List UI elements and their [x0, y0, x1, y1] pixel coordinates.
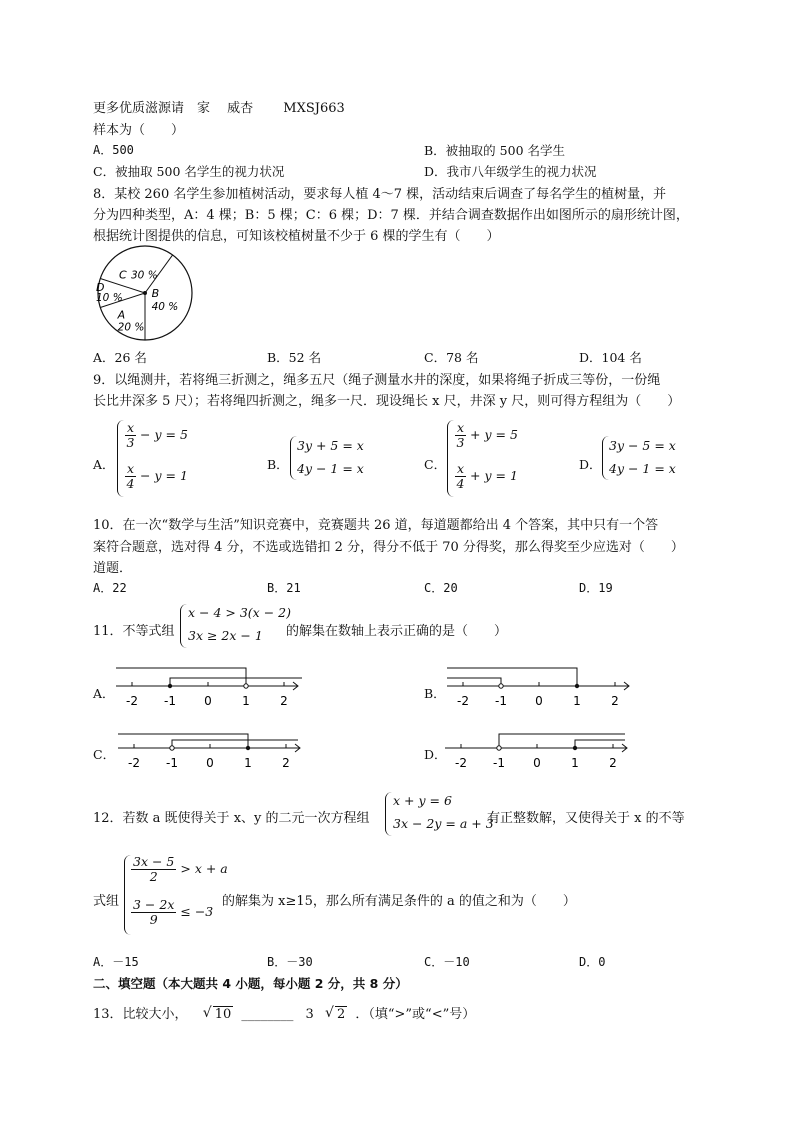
- q10-option-b: B．21: [267, 581, 301, 595]
- tick-label: -2: [128, 756, 140, 770]
- tick-label: 0: [206, 756, 214, 770]
- q11-suffix: 的解集在数轴上表示正确的是（ ）: [286, 624, 508, 639]
- q12-prefix: 12．若数 a 既使得关于 x、y 的二元一次方程组: [93, 811, 370, 826]
- q8-option-d: D．104 名: [579, 350, 642, 365]
- header-watermark: 更多优质滋源请 家 威杏 MXSJ663: [93, 101, 345, 116]
- tick-label: -1: [164, 694, 176, 708]
- q12-eq1: x + y = 6: [393, 793, 452, 808]
- q11-prefix: 11．不等式组: [93, 624, 175, 639]
- q10-option-a: A．22: [93, 581, 127, 595]
- number-line-c: [114, 724, 304, 774]
- pie-label-D: D: [96, 281, 105, 294]
- q11-label-b: B．: [424, 686, 446, 701]
- q12-ineq1: $\frac{3x - 5}{2}$ > x + a: [133, 854, 228, 884]
- tick-label: -2: [455, 756, 467, 770]
- q8-line-1: 8．某校 260 名学生参加植树活动，要求每人植 4～7 棵，活动结束后调查了每名学生的植树量，并: [93, 187, 667, 202]
- tick-label: 1: [571, 756, 579, 770]
- pie-chart: [93, 244, 197, 344]
- tick-label: 2: [609, 756, 617, 770]
- q9-label-d: D．: [579, 457, 602, 472]
- pie-label-C: C: [119, 268, 127, 282]
- q9-d-brace: [602, 436, 609, 480]
- q13-blank[interactable]: ________: [241, 1007, 294, 1022]
- q12-option-d: D．0: [579, 955, 606, 969]
- tick-label: 1: [244, 756, 252, 770]
- tick-label: -2: [457, 694, 469, 708]
- q10-option-c: C．20: [424, 581, 458, 595]
- q9-c-eq1: $\frac{x}{3}$ + y = 5: [456, 420, 518, 450]
- q9-line-1: 9．以绳测井，若将绳三折测之，绳多五尺（绳子测量水井的深度，如果将绳子折成三等份，一份绳: [93, 373, 661, 388]
- q11-eq2: 3x ≥ 2x − 1: [188, 628, 263, 643]
- q7-option-d: D．我市八年级学生的视力状况: [424, 164, 597, 179]
- q9-d-eq1: 3y − 5 = x: [609, 438, 676, 453]
- q12-line2-suffix: 的解集为 x≥15，那么所有满足条件的 a 的值之和为（ ）: [222, 894, 576, 909]
- tick-label: 0: [533, 756, 541, 770]
- tick-label: 0: [204, 694, 212, 708]
- pie-value-C: 30 %: [131, 269, 158, 282]
- pie-value-A: 20 %: [117, 321, 145, 334]
- tick-label: -1: [493, 756, 505, 770]
- q12-brace-2: [124, 855, 131, 935]
- tick-label: 1: [242, 694, 250, 708]
- pie-value-B: 40 %: [151, 300, 179, 313]
- tick-label: 2: [282, 756, 290, 770]
- q11-label-c: C．: [93, 747, 116, 762]
- q11-brace: [180, 604, 187, 648]
- tick-label: 2: [280, 694, 288, 708]
- q11-label-d: D．: [424, 747, 447, 762]
- tick-label: -1: [166, 756, 178, 770]
- q7-option-a: A．500: [93, 143, 134, 157]
- pie-value-D: 10 %: [96, 292, 123, 304]
- q10-line-2: 案符合题意，选对得 4 分，不选或选错扣 2 分，得分不低于 70 分得奖，那么得奖至少应选对（ ）: [93, 540, 684, 555]
- q12-suffix: 有正整数解，又使得关于 x 的不等: [487, 811, 685, 826]
- tick-label: 1: [573, 694, 581, 708]
- q12-option-a: A．－15: [93, 955, 139, 969]
- q8-option-b: B．52 名: [267, 350, 322, 365]
- tick-label: -2: [126, 694, 138, 708]
- pie-label-A: A: [117, 308, 126, 322]
- q9-d-eq2: 4y − 1 = x: [609, 461, 676, 476]
- q11-label-a: A．: [93, 686, 115, 701]
- q9-c-brace: [447, 420, 454, 497]
- q9-b-brace: [290, 436, 297, 480]
- q9-line-2: 长比井深多 5 尺）；若将绳四折测之，绳多一尺．现设绳长 x 尺，井深 y 尺，则可得方程组为（ ）: [93, 394, 681, 409]
- number-line-a: [112, 662, 302, 712]
- q12-line2-prefix: 式组: [93, 894, 120, 909]
- q9-a-eq1: $\frac{x}{3}$ − y = 5: [126, 420, 188, 450]
- q8-line-2: 分为四种类型，A：4 棵；B：5 棵；C：6 棵；D：7 棵．并结合调查数据作出如图所示的扇形统计图，: [93, 208, 689, 223]
- q12-eq2: 3x − 2y = a + 3: [393, 816, 494, 831]
- q10-line-1: 10．在一次“数学与生活”知识竞赛中，竞赛题共 26 道，每道题都给出 4 个答案，其中只有一个答: [93, 518, 659, 533]
- q9-label-a: A．: [93, 457, 115, 472]
- q9-b-eq2: 4y − 1 = x: [297, 461, 364, 476]
- q12-brace-1: [385, 792, 392, 836]
- q12-option-b: B．－30: [267, 955, 313, 969]
- q9-label-c: C．: [424, 457, 447, 472]
- q8-option-a: A．26 名: [93, 350, 147, 365]
- pie-label-B: B: [151, 286, 160, 300]
- q12-ineq2: $\frac{3 - 2x}{9}$ ≤ −3: [133, 897, 214, 927]
- q7-text: 样本为（ ）: [93, 123, 185, 138]
- q7-option-c: C．被抽取 500 名学生的视力状况: [93, 164, 285, 179]
- q12-option-c: C．－10: [424, 955, 470, 969]
- q9-a-eq2: $\frac{x}{4}$ − y = 1: [126, 461, 188, 491]
- number-line-d: [441, 724, 631, 774]
- q9-label-b: B．: [267, 457, 289, 472]
- q9-a-brace: [117, 420, 124, 497]
- q13: 13．比较大小， √ 10 ________ 3 √ 2 ．（填“>”或“<”号）: [93, 1003, 475, 1022]
- q8-line-3: 根据统计图提供的信息，可知该校植树量不少于 6 棵的学生有（ ）: [93, 229, 500, 244]
- q10-option-d: D．19: [579, 581, 613, 595]
- number-line-b: [443, 662, 633, 712]
- pie-center: [143, 291, 147, 295]
- q7-option-b: B．被抽取的 500 名学生: [424, 143, 565, 158]
- q8-option-c: C．78 名: [424, 350, 479, 365]
- tick-label: -1: [495, 694, 507, 708]
- q9-c-eq2: $\frac{x}{4}$ + y = 1: [456, 461, 518, 491]
- q10-line-3: 道题．: [93, 561, 133, 576]
- section-title: 二、填空题（本大题共 4 小题，每小题 2 分，共 8 分）: [93, 976, 408, 991]
- q9-b-eq1: 3y + 5 = x: [297, 438, 364, 453]
- tick-label: 2: [611, 694, 619, 708]
- q11-eq1: x − 4 > 3(x − 2): [188, 605, 291, 620]
- tick-label: 0: [535, 694, 543, 708]
